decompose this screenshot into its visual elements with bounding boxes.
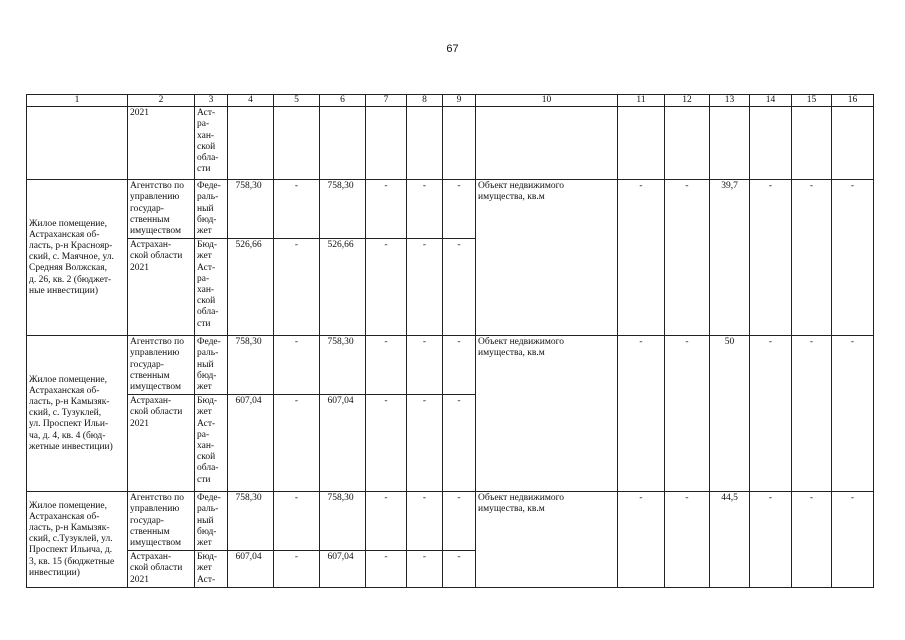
table-cell: - bbox=[274, 492, 320, 551]
header-cell: 4 bbox=[228, 95, 274, 107]
table-cell: - bbox=[832, 180, 874, 239]
table-cell: - bbox=[366, 336, 407, 395]
table-cell bbox=[618, 239, 665, 336]
table-cell bbox=[274, 107, 320, 180]
header-cell: 8 bbox=[407, 95, 443, 107]
table-cell: - bbox=[443, 551, 476, 588]
table-cell: - bbox=[750, 180, 792, 239]
page-number: 67 bbox=[446, 43, 459, 55]
table-cell bbox=[618, 551, 665, 588]
table-cell bbox=[27, 107, 128, 180]
table-cell: 526,66 bbox=[320, 239, 366, 336]
table-cell: - bbox=[366, 395, 407, 492]
table-cell: - bbox=[443, 395, 476, 492]
table-cell: - bbox=[407, 492, 443, 551]
table-cell: Феде- раль- ный бюд- жет bbox=[195, 336, 228, 395]
table-cell: - bbox=[443, 492, 476, 551]
table-cell bbox=[710, 395, 750, 492]
table-cell: Астрахан- ской области 2021 bbox=[128, 551, 195, 588]
table-cell: - bbox=[366, 492, 407, 551]
header-cell: 13 bbox=[710, 95, 750, 107]
table-cell bbox=[618, 395, 665, 492]
table-cell: 758,30 bbox=[228, 492, 274, 551]
table-cell: - bbox=[443, 336, 476, 395]
table-cell bbox=[832, 551, 874, 588]
table-cell bbox=[665, 107, 710, 180]
object-description: Жилое помещение, Астраханская об- ласть, р-н Краснояр- ский, с. Маячное, ул. Средняя Волжская, д. 26, кв. 2 (бюджет- ные инвестиции) bbox=[27, 180, 128, 336]
table-cell: Бюд- жет Аст- bbox=[195, 551, 228, 588]
table-cell: Бюд- жет Аст- ра- хан- ской обла- сти bbox=[195, 239, 228, 336]
table-cell: Агентство по управлению государ- ственным имуществом bbox=[128, 492, 195, 551]
table-cell bbox=[750, 395, 792, 492]
table-cell bbox=[792, 239, 832, 336]
table-cell: - bbox=[407, 395, 443, 492]
table-cell bbox=[665, 239, 710, 336]
table-cell: - bbox=[792, 336, 832, 395]
table-cell: - bbox=[750, 336, 792, 395]
indicator-cell: Объект недвижимого имущества, кв.м bbox=[476, 180, 618, 336]
header-row bbox=[27, 95, 874, 107]
header-cell: 3 bbox=[195, 95, 228, 107]
table-cell: Агентство по управлению государ- ственным имуществом bbox=[128, 180, 195, 239]
table-cell bbox=[320, 107, 366, 180]
table-cell: - bbox=[274, 551, 320, 588]
header-cell: 11 bbox=[618, 95, 665, 107]
table-row bbox=[27, 180, 874, 239]
object-description: Жилое помещение, Астраханская об- ласть, р-н Камызяк- ский, с.Тузуклей, ул. Проспект Ильича, д. 3, кв. 15 (бюджетные инвестиции) bbox=[27, 492, 128, 588]
table-cell: - bbox=[366, 180, 407, 239]
table-cell bbox=[792, 395, 832, 492]
object-description: Жилое помещение, Астраханская об- ласть, р-н Камызяк- ский, с. Тузуклей, ул. Проспект Ильи- ча, д. 4, кв. 4 (бюд- жетные инвестиции) bbox=[27, 336, 128, 492]
table-cell: 758,30 bbox=[228, 180, 274, 239]
table-cell bbox=[710, 239, 750, 336]
header-cell: 16 bbox=[832, 95, 874, 107]
table-cell: - bbox=[274, 180, 320, 239]
indicator-cell: Объект недвижимого имущества, кв.м bbox=[476, 492, 618, 588]
table-cell: 607,04 bbox=[320, 395, 366, 492]
header-cell: 6 bbox=[320, 95, 366, 107]
header-cell: 15 bbox=[792, 95, 832, 107]
table-cell bbox=[407, 107, 443, 180]
table-cell: - bbox=[443, 239, 476, 336]
header-cell: 7 bbox=[366, 95, 407, 107]
table-cell: 44,5 bbox=[710, 492, 750, 551]
table-cell bbox=[665, 395, 710, 492]
table-cell: - bbox=[832, 336, 874, 395]
table-cell: Феде- раль- ный бюд- жет bbox=[195, 180, 228, 239]
table-cell bbox=[443, 107, 476, 180]
table-cell bbox=[750, 551, 792, 588]
table-cell: - bbox=[792, 180, 832, 239]
table-cell bbox=[832, 239, 874, 336]
table-cell: 50 bbox=[710, 336, 750, 395]
table-cell: 2021 bbox=[128, 107, 195, 180]
header-cell: 2 bbox=[128, 95, 195, 107]
table-cell: - bbox=[407, 336, 443, 395]
table-cell bbox=[618, 107, 665, 180]
table-cell: - bbox=[618, 180, 665, 239]
table-cell: - bbox=[407, 551, 443, 588]
table-cell: - bbox=[750, 492, 792, 551]
table-cell: - bbox=[443, 180, 476, 239]
table-cell: 607,04 bbox=[320, 551, 366, 588]
table-row bbox=[27, 551, 874, 588]
table-cell: - bbox=[407, 180, 443, 239]
table-cell: - bbox=[665, 180, 710, 239]
table-cell: 758,30 bbox=[320, 180, 366, 239]
header-cell: 5 bbox=[274, 95, 320, 107]
table-cell: Аст- ра- хан- ской обла- сти bbox=[195, 107, 228, 180]
header-cell: 14 bbox=[750, 95, 792, 107]
table-cell: 607,04 bbox=[228, 551, 274, 588]
table-row bbox=[27, 492, 874, 551]
table-cell: Агентство по управлению государ- ственным имуществом bbox=[128, 336, 195, 395]
table-cell: - bbox=[274, 336, 320, 395]
table-cell bbox=[228, 107, 274, 180]
table-cell: - bbox=[665, 336, 710, 395]
table-cell: - bbox=[274, 395, 320, 492]
header-cell: 1 bbox=[27, 95, 128, 107]
table-row bbox=[27, 107, 874, 180]
header-cell: 10 bbox=[476, 95, 618, 107]
table-cell: 39,7 bbox=[710, 180, 750, 239]
table-cell: - bbox=[407, 239, 443, 336]
table-cell: 758,30 bbox=[320, 492, 366, 551]
table-cell: Астрахан- ской области 2021 bbox=[128, 395, 195, 492]
table-row bbox=[27, 239, 874, 336]
budget-table bbox=[26, 94, 874, 588]
table-cell: Бюд- жет Аст- ра- хан- ской обла- сти bbox=[195, 395, 228, 492]
table-cell bbox=[792, 551, 832, 588]
table-cell bbox=[710, 551, 750, 588]
table-cell bbox=[832, 395, 874, 492]
header-cell: 9 bbox=[443, 95, 476, 107]
table-cell: - bbox=[366, 239, 407, 336]
table-cell bbox=[710, 107, 750, 180]
table-cell bbox=[750, 239, 792, 336]
indicator-cell: Объект недвижимого имущества, кв.м bbox=[476, 336, 618, 492]
table-row bbox=[27, 395, 874, 492]
table-cell: - bbox=[274, 239, 320, 336]
table-cell bbox=[750, 107, 792, 180]
table-cell: - bbox=[792, 492, 832, 551]
table-cell: - bbox=[832, 492, 874, 551]
table-cell bbox=[665, 551, 710, 588]
table-cell: Феде- раль- ный бюд- жет bbox=[195, 492, 228, 551]
table-cell: 758,30 bbox=[320, 336, 366, 395]
table-cell: - bbox=[618, 492, 665, 551]
table-cell: - bbox=[366, 551, 407, 588]
table-cell: Астрахан- ской области 2021 bbox=[128, 239, 195, 336]
table-cell: 607,04 bbox=[228, 395, 274, 492]
table-cell: 758,30 bbox=[228, 336, 274, 395]
table-cell bbox=[366, 107, 407, 180]
header-cell: 12 bbox=[665, 95, 710, 107]
table-cell bbox=[476, 107, 618, 180]
table-cell bbox=[792, 107, 832, 180]
table-cell: - bbox=[665, 492, 710, 551]
table-cell bbox=[832, 107, 874, 180]
table-cell: - bbox=[618, 336, 665, 395]
table-cell: 526,66 bbox=[228, 239, 274, 336]
table-row bbox=[27, 336, 874, 395]
